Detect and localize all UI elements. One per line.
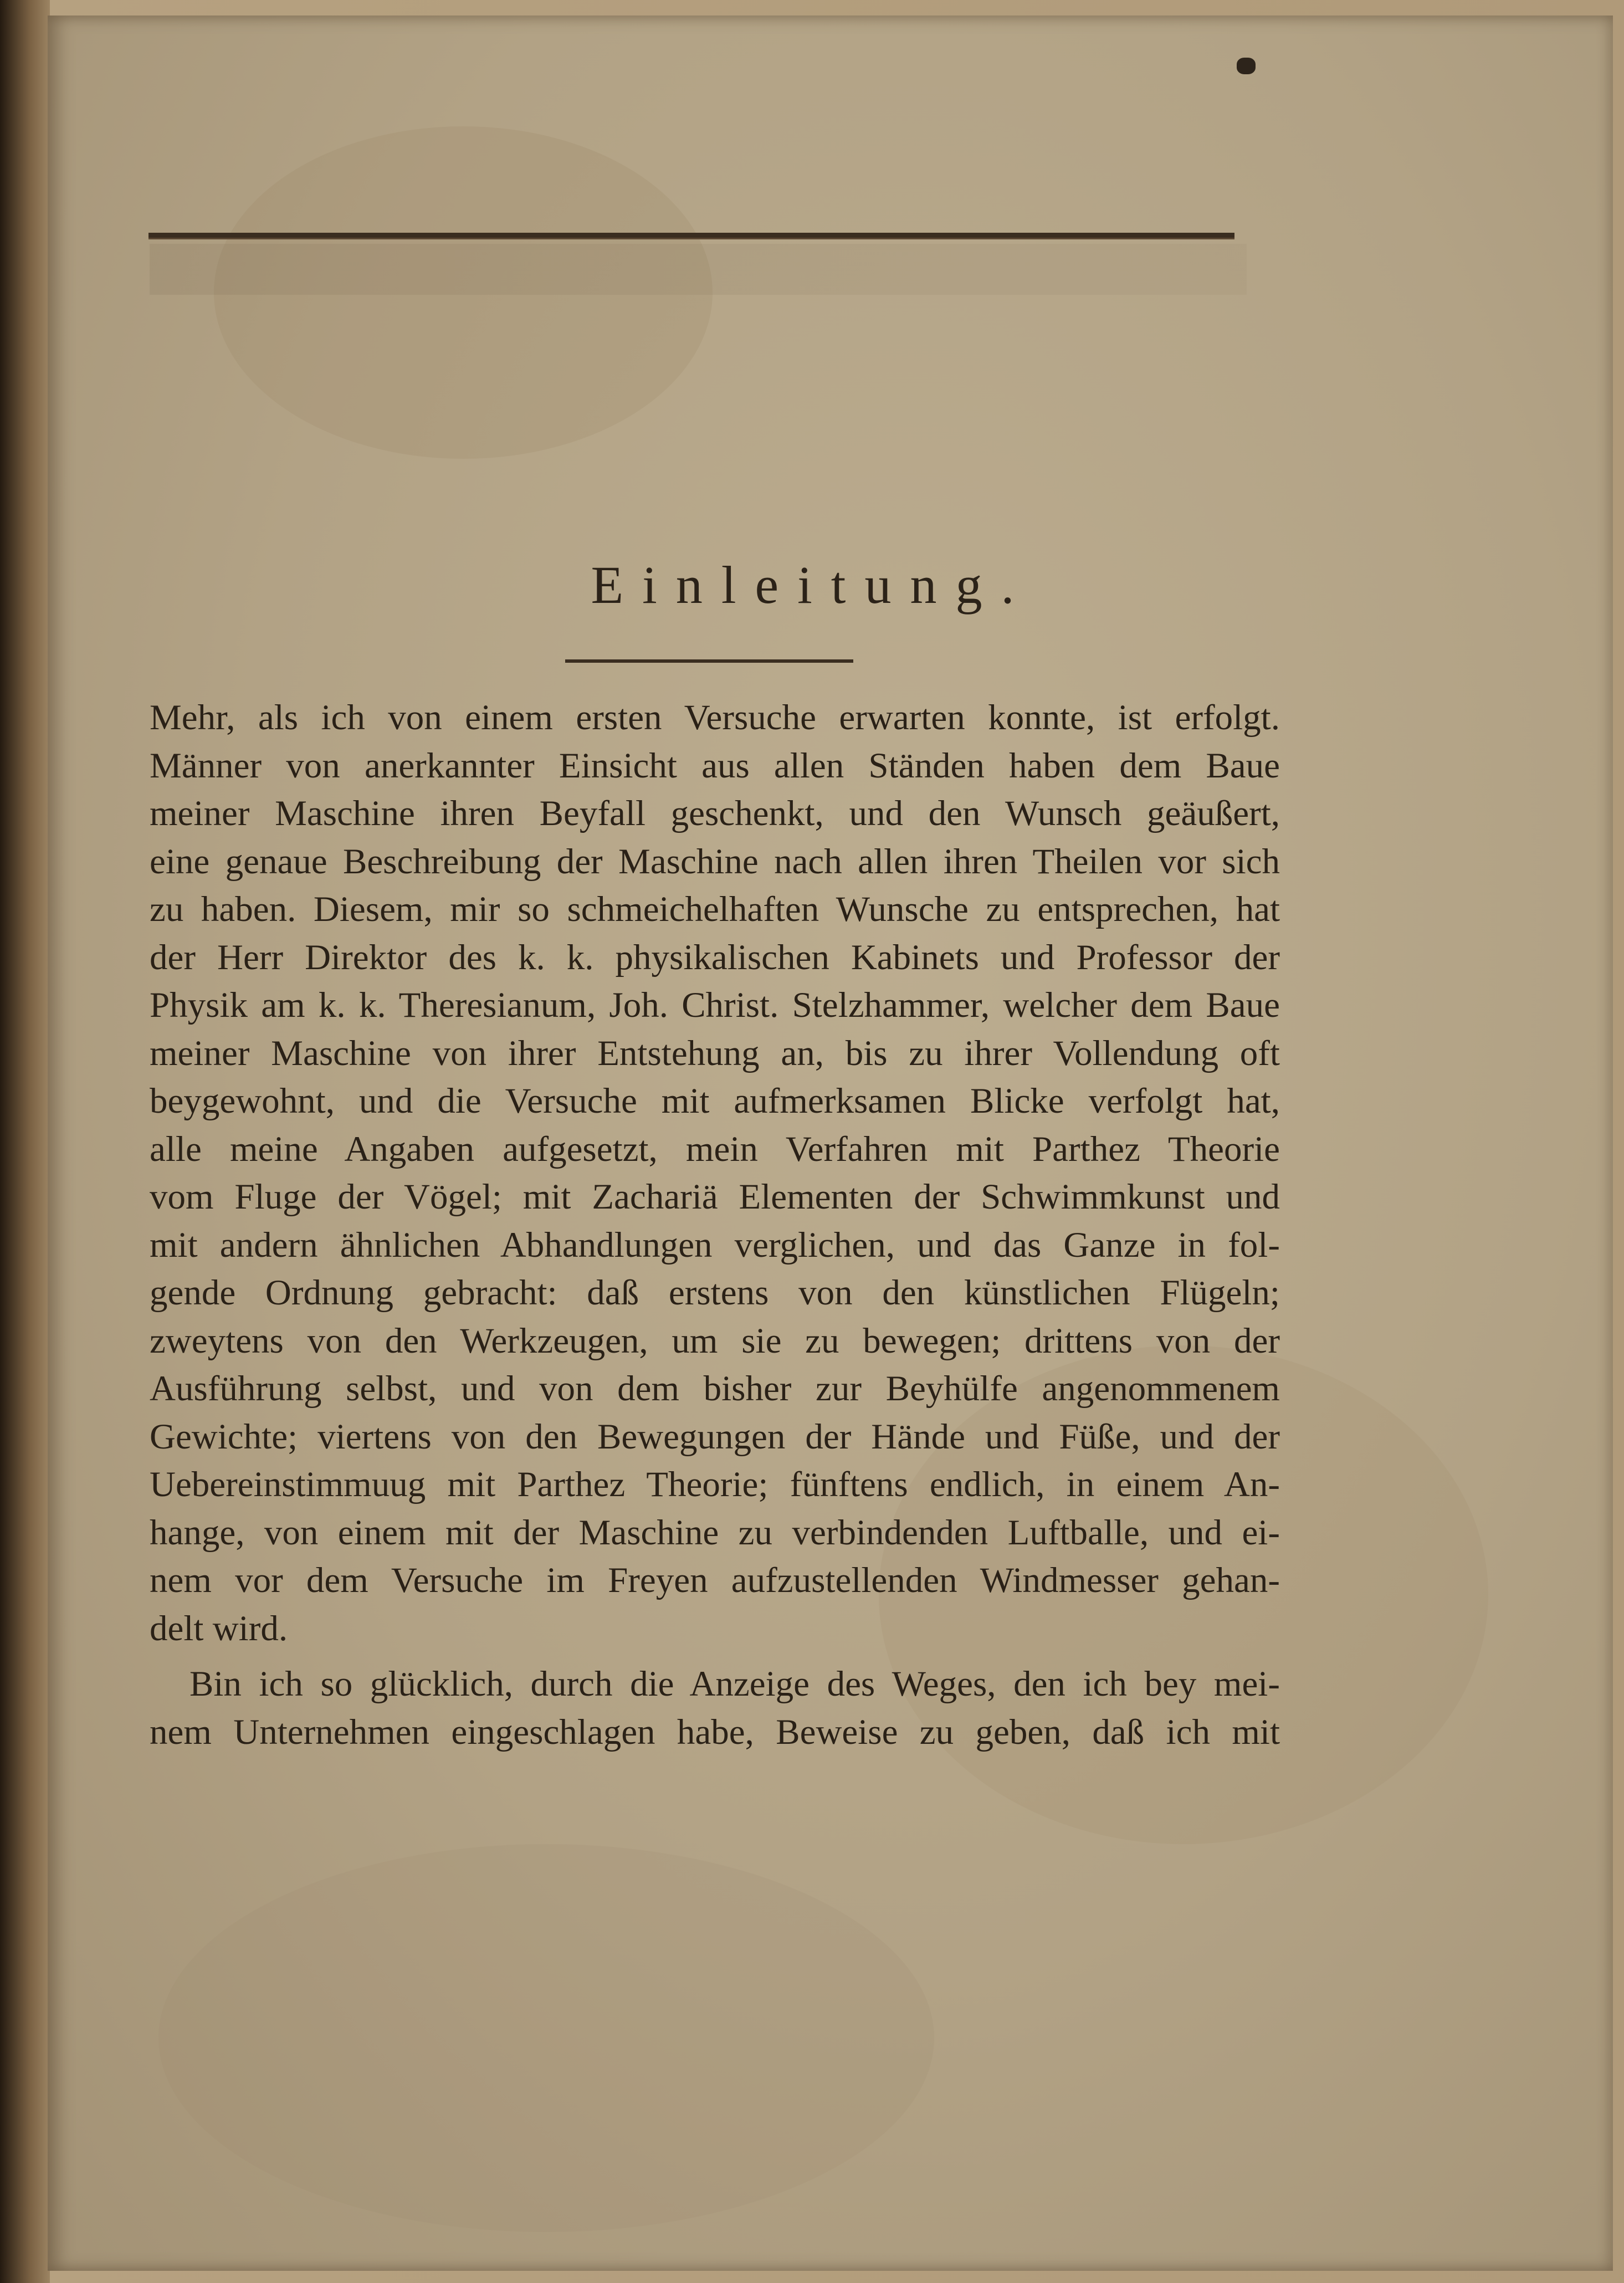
text-line: meiner Maschine ihren Beyfall geschenkt, und den Wunsch geäußert, — [150, 794, 1280, 833]
text-line: gende Ordnung gebracht: daß erstens von den künstlichen Flügeln; — [150, 1273, 1280, 1313]
text-line: hange, von einem mit der Maschine zu verbindenden Luftballe, und ei- — [150, 1512, 1280, 1553]
text-line: delt wird. — [150, 1608, 288, 1649]
paper-stain — [158, 1844, 934, 2232]
header-rule — [148, 233, 1234, 239]
ink-blot — [1237, 58, 1256, 74]
text-line: nem vor dem Versuche im Freyen aufzustellenden Windmesser gehan- — [150, 1560, 1280, 1600]
facing-page-edge — [0, 0, 50, 2283]
heading-rule — [565, 659, 853, 663]
text-line: zweytens von den Werkzeugen, um sie zu bewegen; drittens von der — [150, 1320, 1280, 1361]
text-line: mit andern ähnlichen Abhandlungen verglichen, und das Ganze in fol- — [150, 1225, 1280, 1265]
text-line: eine genaue Beschreibung der Maschine nach allen ihren Theilen vor sich — [150, 841, 1280, 882]
chapter-heading: Einleitung. — [591, 555, 1033, 615]
text-line: Gewichte; viertens von den Bewegungen der Hände und Füße, und der — [150, 1416, 1280, 1457]
text-line: Bin ich so glücklich, durch die Anzeige des Weges, den ich bey mei- — [189, 1664, 1280, 1704]
text-line: zu haben. Diesem, mir so schmeichelhaften Wunsche zu entsprechen, hat — [150, 889, 1280, 929]
body-text — [150, 694, 1280, 1756]
text-line: beygewohnt, und die Versuche mit aufmerksamen Blicke verfolgt hat, — [150, 1081, 1280, 1121]
text-line: nem Unternehmen eingeschlagen habe, Beweise zu geben, daß ich mit — [150, 1712, 1280, 1752]
text-line: alle meine Angaben aufgesetzt, mein Verfahren mit Parthez Theorie — [150, 1129, 1280, 1169]
text-line: Männer von anerkannter Einsicht aus allen Ständen haben dem Baue — [150, 745, 1280, 786]
text-line: Mehr, als ich von einem ersten Versuche erwarten konnte, ist erfolgt. — [150, 698, 1280, 738]
text-line: der Herr Direktor des k. k. physikalischen Kabinets und Professor der — [150, 937, 1280, 977]
text-line: Physik am k. k. Theresianum, Joh. Christ. Stelzhammer, welcher dem Baue — [150, 985, 1280, 1025]
text-line: meiner Maschine von ihrer Entstehung an, bis zu ihrer Vollendung oft — [150, 1033, 1280, 1073]
text-line: Ausführung selbst, und von dem bisher zur Beyhülfe angenommenem — [150, 1369, 1280, 1409]
text-line: vom Fluge der Vögel; mit Zachariä Elementen der Schwimmkunst und — [150, 1177, 1280, 1217]
text-line: Uebereinstimmuug mit Parthez Theorie; fünftens endlich, in einem An- — [150, 1465, 1280, 1504]
